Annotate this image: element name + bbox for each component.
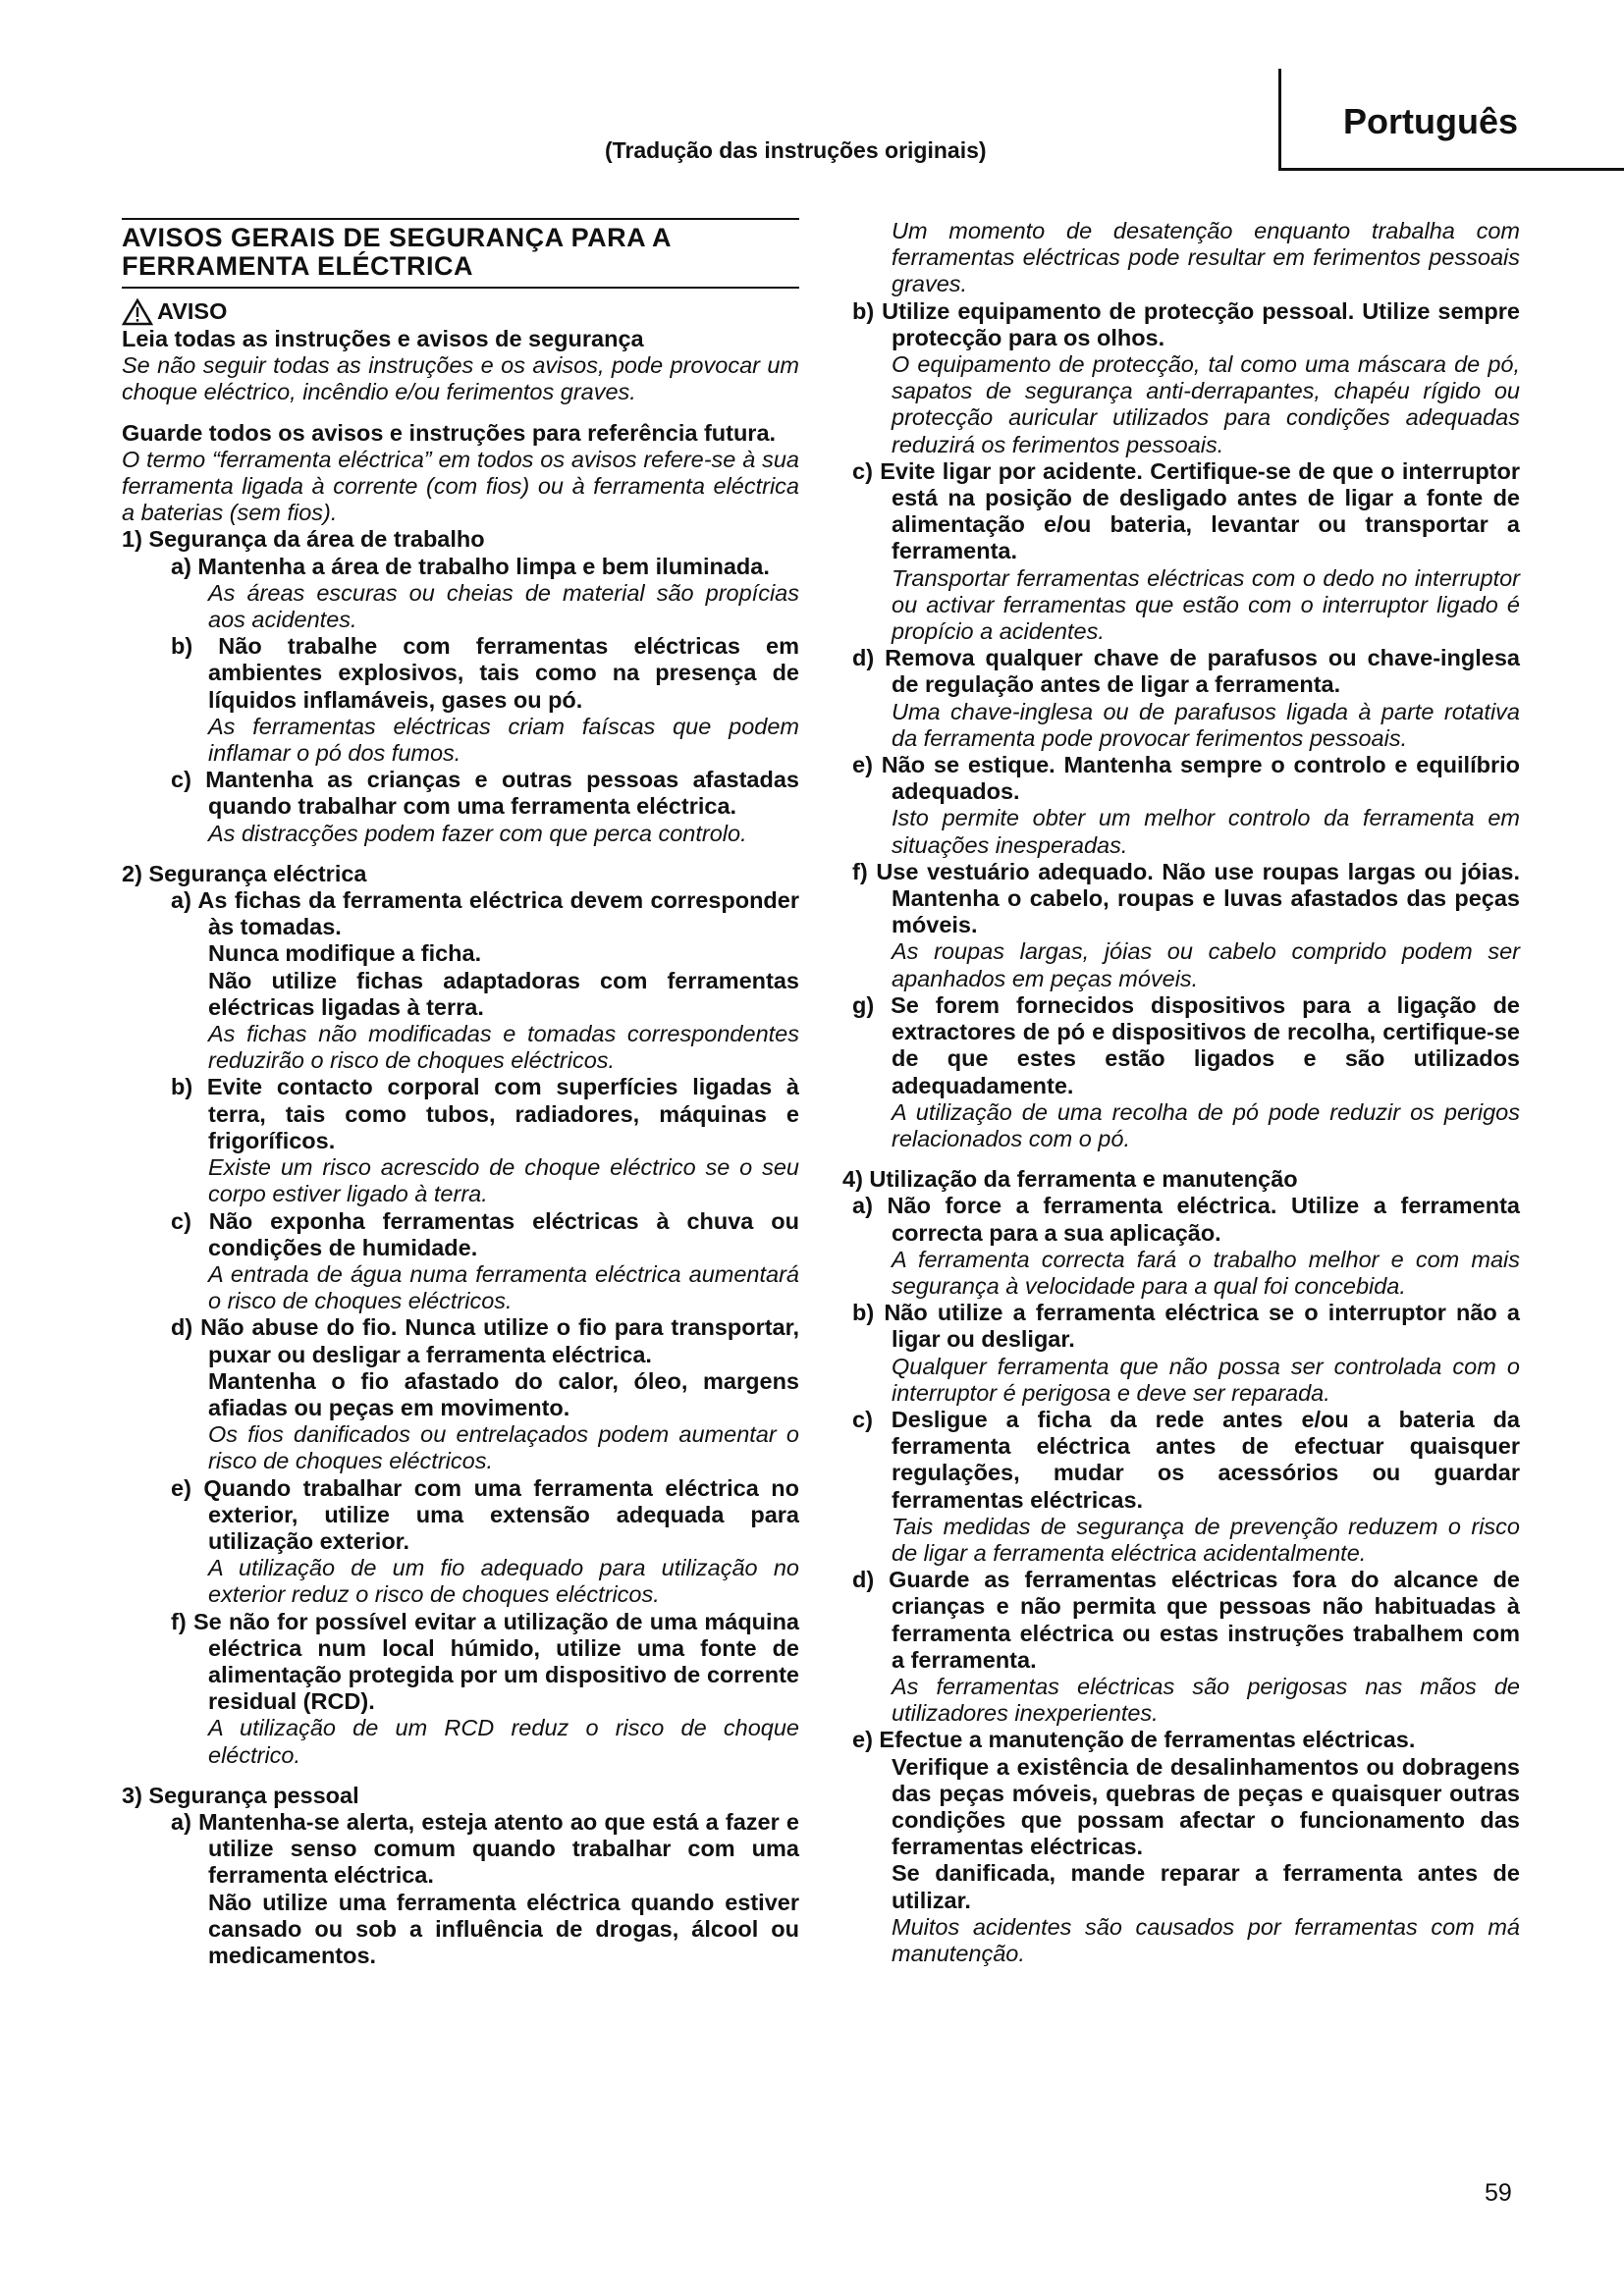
item-3b-note: O equipamento de protecção, tal como uma máscara de pó, sapatos de segurança anti-derrapantes, chapéu rígido ou protecção auricular utilizados para condições adequadas reduzirá os ferimentos pessoais. [892,351,1520,457]
item-3c-note: Transportar ferramentas eléctricas com o dedo no interruptor ou activar ferramentas que estão com o interruptor ligado é propício a acidentes. [892,564,1520,645]
item-3b: b) Utilize equipamento de protecção pessoal. Utilize sempre protecção para os olhos. [852,297,1520,350]
item-1b-note: As ferramentas eléctricas criam faíscas que podem inflamar o pó dos fumos. [208,713,799,767]
warning-triangle-icon [122,298,153,326]
item-2d-note: Os fios danificados ou entrelaçados podem aumentar o risco de choques eléctricos. [208,1421,799,1474]
intro-italic: Se não seguir todas as instruções e os avisos, pode provocar um choque eléctrico, incêndio e/ou ferimentos graves. [122,352,799,405]
item-4b: b) Não utilize a ferramenta eléctrica se o interruptor não a ligar ou desligar. [852,1300,1520,1353]
item-1a: a) Mantenha a área de trabalho limpa e bem iluminada. [171,553,770,579]
item-4d: d) Guarde as ferramentas eléctricas fora do alcance de crianças e não permita que pessoas não habituadas à ferramenta eléctrica ou estas instruções trabalhem com a ferramenta. [852,1567,1520,1673]
item-3a: a) Mantenha-se alerta, esteja atento ao que está a fazer e utilize senso comum quando trabalhar com uma ferramenta eléctrica. [171,1808,799,1889]
item-3c: c) Evite ligar por acidente. Certifique-se de que o interruptor está na posição de desligado antes de ligar a fonte de alimentação e/ou bateria, levantar ou transportar a ferramenta. [852,457,1520,564]
item-4a: a) Não force a ferramenta eléctrica. Utilize a ferramenta correcta para a sua aplicação. [852,1193,1520,1246]
item-2b: b) Evite contacto corporal com superfícies ligadas à terra, tais como tubos, radiadores, máquinas e frigoríficos. [171,1074,799,1153]
section-4-title: 4) Utilização da ferramenta e manutenção [842,1166,1298,1193]
item-2c: c) Não exponha ferramentas eléctricas à chuva ou condições de humidade. [171,1207,799,1260]
item-4d-note: As ferramentas eléctricas são perigosas nas mãos de utilizadores inexperientes. [892,1673,1520,1727]
keep-instructions-italic: O termo “ferramenta eléctrica” em todos os avisos refere-se à sua ferramenta ligada à corrente (com fios) ou à ferramenta eléctrica a baterias (sem fios). [122,446,799,526]
keep-instructions-bold: Guarde todos os avisos e instruções para referência futura. [122,419,777,446]
section-title: AVISOS GERAIS DE SEGURANÇA PARA A FERRAMENTA ELÉCTRICA [122,218,799,289]
item-4c-note: Tais medidas de segurança de prevenção reduzem o risco de ligar a ferramenta eléctrica acidentalmente. [892,1513,1520,1566]
page-number: 59 [1485,2179,1512,2207]
item-2f-note: A utilização de um RCD reduz o risco de choque eléctrico. [208,1715,799,1768]
item-1c: c) Mantenha as crianças e outras pessoas afastadas quando trabalhar com uma ferramenta eléctrica. [171,767,799,820]
item-2d-cont: Mantenha o fio afastado do calor, óleo, margens afiadas ou peças em movimento. [208,1367,799,1420]
item-3g-note: A utilização de uma recolha de pó pode reduzir os perigos relacionados com o pó. [892,1098,1520,1151]
translation-subtitle: (Tradução das instruções originais) [605,137,987,163]
item-4e: e) Efectue a manutenção de ferramentas eléctricas. [852,1727,1416,1753]
item-1b: b) Não trabalhe com ferramentas eléctricas em ambientes explosivos, tais como na presença de líquidos inflamáveis, gases ou pó. [171,633,799,713]
section-1-title: 1) Segurança da área de trabalho [122,526,485,553]
item-3f-note: As roupas largas, jóias ou cabelo comprido podem ser apanhados em peças móveis. [892,938,1520,991]
item-4e-cont: Verifique a existência de desalinhamentos ou dobragens das peças móveis, quebras de peças e quaisquer outras condições que possam afectar o funcionamento das ferramentas eléctricas. [892,1753,1520,1860]
item-3e-note: Isto permite obter um melhor controlo da ferramenta em situações inesperadas. [892,805,1520,858]
item-2f: f) Se não for possível evitar a utilização de uma máquina eléctrica num local húmido, utilize uma fonte de alimentação protegida por um dispositivo de corrente residual (RCD). [171,1608,799,1715]
item-3g: g) Se forem fornecidos dispositivos para a ligação de extractores de pó e dispositivos de recolha, certifique-se de que estes estão ligados e são utilizados adequadamente. [852,991,1520,1098]
section-2-title: 2) Segurança eléctrica [122,860,367,886]
intro-bold: Leia todas as instruções e avisos de segurança [122,326,644,351]
item-4e-cont-2: Se danificada, mande reparar a ferramenta antes de utilizar. [892,1860,1520,1913]
item-2c-note: A entrada de água numa ferramenta eléctrica aumentará o risco de choques eléctricos. [208,1260,799,1314]
item-2a: a) As fichas da ferramenta eléctrica devem corresponder às tomadas. [171,887,799,940]
item-3e: e) Não se estique. Mantenha sempre o controlo e equilíbrio adequados. [852,752,1520,805]
left-column [122,218,799,1969]
language-label: Português [1343,101,1519,141]
item-2d: d) Não abuse do fio. Nunca utilize o fio para transportar, puxar ou desligar a ferramenta eléctrica. [171,1314,799,1367]
item-3a-note: Um momento de desatenção enquanto trabalha com ferramentas eléctricas pode resultar em ferimentos pessoais graves. [892,218,1520,297]
right-column [842,218,1520,1967]
item-2b-note: Existe um risco acrescido de choque eléctrico se o seu corpo estiver ligado à terra. [208,1154,799,1207]
item-3f: f) Use vestuário adequado. Não use roupas largas ou jóias. Mantenha o cabelo, roupas e luvas afastados das peças móveis. [852,858,1520,938]
item-3a-cont: Não utilize uma ferramenta eléctrica quando estiver cansado ou sob a influência de drogas, álcool ou medicamentos. [208,1889,799,1968]
warning-heading [122,298,799,326]
item-1c-note: As distracções podem fazer com que perca controlo. [208,820,747,846]
item-4a-note: A ferramenta correcta fará o trabalho melhor e com mais segurança à velocidade para a qual foi concebida. [892,1246,1520,1299]
item-2a-note: As fichas não modificadas e tomadas correspondentes reduzirão o risco de choques eléctricos. [208,1021,799,1074]
item-2e-note: A utilização de um fio adequado para utilização no exterior reduz o risco de choques eléctricos. [208,1555,799,1608]
section-3-title: 3) Segurança pessoal [122,1782,359,1808]
item-1a-note: As áreas escuras ou cheias de material são propícias aos acidentes. [208,579,799,633]
item-4e-note: Muitos acidentes são causados por ferramentas com má manutenção. [892,1913,1520,1966]
warning-label: AVISO [157,298,228,325]
item-3d-note: Uma chave-inglesa ou de parafusos ligada à parte rotativa da ferramenta pode provocar ferimentos pessoais. [892,698,1520,751]
item-4c: c) Desligue a ficha da rede antes e/ou a bateria da ferramenta eléctrica antes de efectuar quaisquer regulações, mudar os acessórios ou guardar ferramentas eléctricas. [852,1406,1520,1513]
item-4b-note: Qualquer ferramenta que não possa ser controlada com o interruptor é perigosa e deve ser reparada. [892,1353,1520,1406]
item-2e: e) Quando trabalhar com uma ferramenta eléctrica no exterior, utilize uma extensão adequada para utilização exterior. [171,1474,799,1554]
item-2a-cont: Nunca modifique a ficha. [208,940,482,967]
item-3d: d) Remova qualquer chave de parafusos ou chave-inglesa de regulação antes de ligar a ferramenta. [852,645,1520,698]
item-2a-cont-2: Não utilize fichas adaptadoras com ferramentas eléctricas ligadas à terra. [208,967,799,1020]
